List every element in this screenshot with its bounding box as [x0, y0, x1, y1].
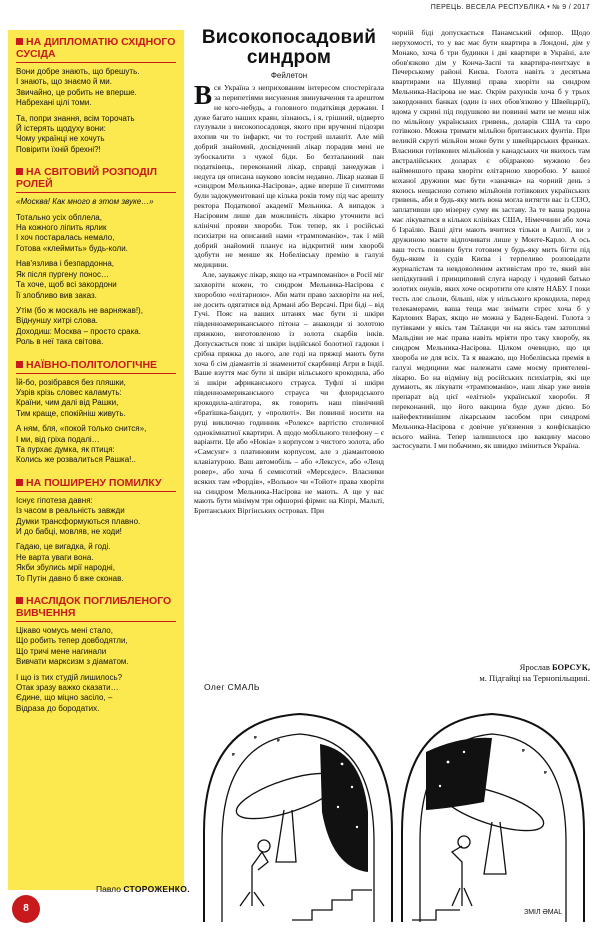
poem-line: І знають, що знаємо й ми.	[16, 77, 112, 87]
stairs-left	[292, 890, 372, 920]
poem-line: Узрів крізь словес каламуть:	[16, 387, 122, 397]
poem-line: Та, попри знання, всім торочать	[16, 113, 135, 123]
divider	[16, 491, 176, 492]
poem-line: Та хоче, щоб всі закордони	[16, 280, 117, 290]
poem-epigraph: «Москва! Как много в этом звуке…»	[16, 197, 154, 207]
poem-stanza	[16, 626, 176, 668]
poem-line: І ми, від гріха подалі…	[16, 434, 100, 444]
sidebar-poem	[8, 160, 184, 347]
article-author-last: БОРСУК,	[551, 662, 590, 672]
poem-line: А ням, бля, «покой только снится»,	[16, 424, 147, 434]
poem-line: І хоч постаралась немало,	[16, 233, 115, 243]
sidebar-author-first: Павло	[96, 884, 121, 894]
poem-line: То Путін давно б вже сконав.	[16, 573, 124, 583]
poem-line: Не варта уваги вона.	[16, 552, 94, 562]
poem-line: Гадаю, це вигадка, й годі.	[16, 542, 111, 552]
cartoon-panel-right	[402, 714, 584, 922]
cartoon-panel-left	[204, 714, 392, 922]
poem-line: На кожного ліпить ярлик	[16, 223, 107, 233]
poem-line: Вони добре знають, що брешуть.	[16, 67, 140, 76]
poem-line: Існує гіпотеза давня:	[16, 495, 93, 505]
article-column-2	[392, 28, 590, 451]
poem-line: Її злобливо вив заказ.	[16, 290, 97, 300]
sidebar-poem-body	[16, 626, 176, 714]
sidebar-poem-title	[16, 353, 176, 371]
sidebar-poem-body	[16, 378, 176, 466]
poem-line: Якби збулись мрії народні,	[16, 563, 115, 573]
divider	[16, 373, 176, 374]
sidebar-poem-body	[16, 197, 176, 347]
title-bullet-icon	[16, 479, 23, 486]
sidebar-poem	[8, 30, 184, 155]
poem-line: Колись же розвалиться Рашка!..	[16, 455, 136, 465]
sidebar-author-last: СТОРОЖЕНКО.	[123, 884, 190, 894]
title-bullet-icon	[16, 597, 23, 604]
poem-stanza	[16, 378, 176, 420]
poem-line: Віднуншу хитрі слова.	[16, 316, 98, 326]
sidebar-poem	[8, 589, 184, 714]
article-author-first: Ярослав	[519, 662, 550, 672]
poem-line: Чому українці не хочуть	[16, 134, 105, 144]
poem-line: Відраза до бородатих.	[16, 703, 100, 713]
poem-line: Нав'язлива і безпардонна,	[16, 259, 114, 269]
poem-line: Й істерять щодуху вони:	[16, 124, 106, 134]
article-location: м. Підгайці на Тернопільщині.	[479, 673, 590, 683]
poem-line: Набрехані цілі томи.	[16, 98, 92, 108]
poem-line: Як після пургену понос…	[16, 269, 110, 279]
poem-line: Що робить тепер довбодятли,	[16, 636, 128, 646]
article-paragraph: чорній біді допускається Панамський офшор. Щодо нерухомості, то у вас має бути квартира в Лондоні, дім у Монако, хоча б три будинки і дві квартири в Україні, але обов'язково дім у Конча-Заспі та квартира-пентхаус в Печерському районі Києва. Голота навіть з десятьма квартирами на Шулявці права хворіти на синдром Мельника-Насірова не має. Окрім рахунків хоча б у трьох закордонних банках (один із них обов'язково у Швейцарії), вдома у скрині під подушкою ви повинні мати не менш ніж по мільйону українських гривень, доларів США та євро готівкою. Можна тримати мільйон британських фунтів. При великій скруті мільйон може бути у швейцарських франках. Власники готівкових мільйонів у канадських чи якихось там австралійських доларах є обідраною мужвою без найменшого права хворіти елітарною хворобою. У вашої коханої дружини має бути «заначка» на чорний день з якоюсь нещасною сотнею мільйонів готівкових українських гривень, аби в будь-яку мить вона могла витягти вас із СІЗО, заплативши цю мізерну суму як заставу. За те ваша родина має лікуватися в кількох клініках США, Німеччини або хоча б Ізраїлю. Ваші діти мають вчитися тільки в Англії, ви з дружиною маєте відпочивати лише у Монте-Карло. А ось ваш тесть повинен бути готовим у будь-яку мить бігти під будь-яким із судів Києва і терпеливо розповідати журналістам та невдоволеним активістам про те, який він непідкупний і принциповий слуга народу і чудовий батько золотих онуків, яких хоче осиротити оте кляте НАБУ. І поки тесть ллє сльози, більші, ніж у нільського крокодила, перед телекамерами, ваша теща має знімати стрес хоча б у Карлових Варах, якщо не можна у Баден-Бадені. Голота з путівками у якісь там Таїланди чи на якісь там затопляні Мальдіви не має права навіть мріяти про таку хворобу, як синдром Мельника-Насірова. Цілком очевидно, що ця хвороба не для всіх. Та я вважаю, що Нобелівська премія в галузі медицини має належати саме моєму приятелеві-лікарю. Бо на відміну від російських психіатрів, які ще думають, як лікувати «трампоманію», наш лікар уже вивів препарат від цієї «елітної» української хвороби. Я переконаний, що його вакцина буде дуже дієво. Бо найефективнішим лікарським засобом при синдромі Мельника-Насірова є довічне ув'язнення з конфіскацією всього майна. Тепер залишилося цю вакцину масово застосувати. І ми побачимо, як швидко зміниться Україна.	[392, 28, 590, 451]
title-bullet-icon	[16, 361, 23, 368]
poem-stanza	[16, 496, 176, 538]
poem-line: И до бабці, мовляв, не ходи!	[16, 527, 122, 536]
night-sky-left	[320, 744, 368, 872]
poem-line: Повірити їхній брехні?!	[16, 144, 101, 154]
figure-right	[452, 846, 472, 906]
poem-line: Думки трансформуються плавно.	[16, 516, 141, 526]
stairs-right	[412, 910, 460, 920]
cartoon-author: Олег СМАЛЬ	[204, 682, 260, 692]
drop-cap: В	[194, 80, 213, 110]
poem-line: Утім (бо ж москаль не варняжав!),	[16, 305, 143, 315]
sidebar-author	[96, 884, 190, 894]
poem-stanza	[16, 542, 176, 584]
poem-stanza	[16, 114, 176, 156]
poem-line: Готова «клеймить» будь-коли.	[16, 243, 128, 253]
poetry-sidebar	[8, 30, 184, 890]
night-sky-right	[426, 738, 492, 810]
poem-line: Із часом в реальність завжди	[16, 506, 125, 516]
page-number: 8	[23, 903, 29, 914]
title-bullet-icon	[16, 38, 23, 45]
poem-line: Цікаво чомусь мені стало,	[16, 626, 113, 636]
sidebar-poem-body	[16, 496, 176, 584]
poem-stanza	[16, 673, 176, 715]
article-column-1	[194, 80, 384, 516]
sidebar-poem-title-text: НАСЛІДОК ПОГЛИБЛЕНОГО ВИВЧЕННЯ	[16, 595, 172, 620]
poem-line: Звичайно, це робить не вперше.	[16, 87, 137, 97]
poem-line: Та пурхає думка, як птиця:	[16, 444, 115, 454]
page-number-badge	[12, 895, 40, 923]
poem-line: Їй-бо, розібрався без пляшки,	[16, 377, 126, 387]
poem-line: Отак зразу важко сказати…	[16, 683, 119, 693]
poem-line: Країни, чим далі від Рашки,	[16, 398, 119, 408]
sidebar-poem-title-text: НА ДИПЛОМАТІЮ СХІДНОГО СУСІДА	[16, 36, 176, 60]
cartoon-signature: ЗМІЛ ӘМАL	[524, 909, 563, 916]
sidebar-poem-title	[16, 160, 176, 190]
sidebar-poem-title	[16, 30, 176, 60]
telescope-right	[436, 776, 549, 840]
poem-line: Єдине, що міцно засіло, –	[16, 693, 113, 703]
divider	[16, 192, 176, 193]
poem-line: Тотально усіх обплела,	[16, 212, 102, 222]
article-signature	[392, 662, 590, 684]
sidebar-poem-title-text: НА ПОШИРЕНУ ПОМИЛКУ	[26, 476, 162, 489]
poem-line: Вивчати марксизм з діаматом.	[16, 657, 129, 667]
divider	[16, 621, 176, 622]
poem-line: Доходиш: Москва – просто срака.	[16, 326, 141, 336]
poem-stanza	[16, 213, 176, 255]
article-headline: Високопосадовий синдром	[201, 27, 377, 68]
sidebar-poem-title-text: НАЇВНО-ПОЛІТОЛОГІЧНЕ	[26, 358, 158, 371]
sidebar-poem	[8, 471, 184, 584]
poem-line: І що із тих студій лишилось?	[16, 672, 123, 682]
sidebar-poem	[8, 353, 184, 466]
article-paragraph: Але, зауважує лікар, якщо на «трампоманію» в Росії міг захворіти кожен, то синдром Мельника-Насірова є хворобою «елітарною». Аби мати право захворіти на неї, не досить одягатися від Армані або Версачі. При біді – від Гучі. Пояс на ваших штанях має бути зі шкіри південноамериканського пітона – анаконди зі золотою пряжкою, виготовленою із золота скарбів інків. Допускається пояс зі шкіри індійської болотної гадюки і срібна пряжка до нього, але годі на пряжці мають бути хоча б сім діамантів зі знаменитої скарбниці Агри в Індії. Ваше взуття має бути зі шкіри нільського крокодила, або зі шкіри африканського страуса. Туфлі зі шкіри південноамериканського страуса чи флоридського крокодила-алігатора, як говорить наш північний «братішка-бандит, у «пролюті». Ви повинні носити на руці виключно годинник «Ролекс» вартістю столичної однокімнатної квартири. А щодо мобільного телефону – є варіанти. Це або «Нокіа» з корпусом з чистого золота, або «Самсунг» з платиновим корпусом, але з діамантовою клавіатурою. Ваш автомобіль – або «Лексус», або «Ленд ровер», або хоча б семисотий «Мерседес». Власники всяких там «Фордів», «Вольво» чи «Тойот» права хворіти на синдром Мельника-Насірова не мають. А ще у вас мають бути мінімум три офшорні фірми: на Кіпрі, Мальті, Британських Віргінських островах. При	[194, 270, 384, 516]
sidebar-poem-body	[16, 67, 176, 155]
poem-line: Що тричі мене нагинали	[16, 646, 107, 656]
poem-line: Роль в неї така світова.	[16, 337, 104, 347]
sidebar-poem-title	[16, 471, 176, 489]
cartoon-illustration	[192, 692, 592, 928]
poem-line: Тим краще, спокійніш живуть.	[16, 408, 126, 418]
poem-stanza	[16, 424, 176, 466]
sidebar-poem-title-text: НА СВІТОВИЙ РОЗПОДІЛ РОЛЕЙ	[16, 166, 158, 191]
figure-left	[240, 852, 268, 906]
sidebar-poem-title	[16, 589, 176, 619]
divider	[16, 62, 176, 63]
title-bullet-icon	[16, 168, 23, 175]
poem-stanza	[16, 259, 176, 301]
poem-stanza	[16, 306, 176, 348]
article-paragraph: ся Україна з неприхованим інтересом спостерігала за перипетіями висунення звинувачення та арештом не кого-небудь, а головного податківця держави. І дуже багато наших краян, зізнаюсь, і я, грішний, відверто глузували з високопосадовця, якого при врученні підозри вхопив чи то інфаркт, чи то гострий шланґіт. Але мій добрий знайомий, досвідчений лікар порадив мені не зубоскалити з чужої біди. Бо безталанний пан податківець, переконаний лікар, справді занедужав і недуга ця описана науково зовсім недавно. Лікар назвав її «синдром Мельника-Насірова», адже вперше її симптоми були задокументовані ще кілька років тому під час арешту ректора Податкової академії Мельника. А випадок з Насіровим лише дав можливість лікарю уточнити всі клінічні прояви хвороби. Тож тепер, як і російські психіатри на описаний нами «трампоманію», так і мій добрий знайомий планує на відкритий ним хворобі здобути не менше як Нобелівську премію в галузі медицини.	[194, 83, 384, 270]
article-genre: Фейлетон	[270, 71, 308, 80]
poem-stanza	[16, 67, 176, 109]
page-header: ПЕРЕЦЬ. ВЕСЕЛА РЕСПУБЛІКА • № 9 / 2017	[430, 4, 590, 11]
